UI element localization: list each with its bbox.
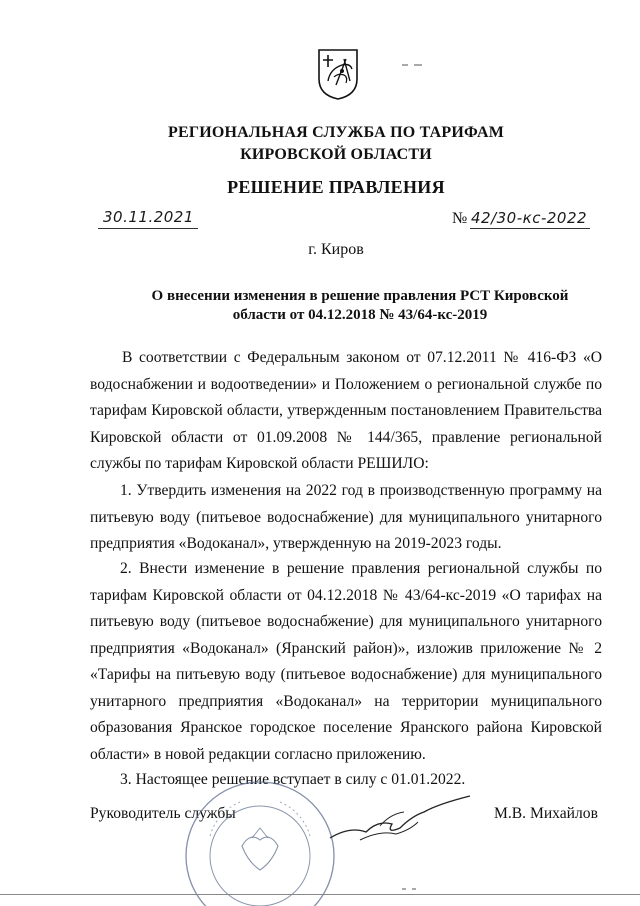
document-date: 30.11.2021: [103, 208, 194, 226]
kirov-region-coat-of-arms-icon: [316, 47, 360, 101]
organization-name-line1: РЕГИОНАЛЬНАЯ СЛУЖБА ПО ТАРИФАМ: [167, 124, 505, 141]
handwritten-signature: [320, 790, 480, 850]
clause-1: 1. Утвердить изменения на 2022 год в производственную программу на питьевую воду (питьевое водоснабжение) для муниципального унитарного предприятия «Водоканал», утвержденную на 2019-2023 годы.: [90, 482, 602, 552]
organization-name-line2: КИРОВСКОЙ ОБЛАСТИ: [240, 146, 432, 163]
page-bottom-edge: [0, 894, 640, 895]
document-title: РЕШЕНИЕ ПРАВЛЕНИЯ: [227, 177, 445, 197]
official-seal-stamp: [180, 766, 340, 906]
scan-speck: [400, 886, 424, 892]
preamble-paragraph: В соответствии с Федеральным законом от 07.12.2011 № 416-ФЗ «О водоснабжении и водоотведении» и Положением о региональной службе по тарифам Кировской области, утвержденным постановлением Правительства Кировской области от 01.09.2008 № 144/365, правление региональной службы по тарифам Кировской области РЕШИЛО:: [90, 349, 602, 472]
number-label: №: [452, 210, 468, 227]
signer-name: М.В. Михайлов: [494, 805, 598, 822]
clause-3: 3. Настоящее решение вступает в силу с 01.01.2022.: [120, 771, 466, 788]
decision-subject: О внесении изменения в решение правления РСТ Кировской области от 04.12.2018 № 43/64-кс-2019: [151, 288, 569, 323]
city: г. Киров: [308, 241, 364, 258]
number-underline: [470, 228, 590, 229]
scan-speck: [400, 62, 424, 68]
clause-2: 2. Внести изменение в решение правления региональной службы по тарифам Кировской области от 04.12.2018 № 43/64-кс-2019 «О тарифах на питьевую воду (питьевое водоснабжение) для муниципального унитарного предприятия «Водоканал» (Яранский район)», изложив приложение № 2 «Тарифы на питьевую воду (питьевое водоснабжение) для муниципального унитарного предприятия «Водоканал» на территории муниципального образования Яранское городское поселение Яранского района Кировской области» в новой редакции согласно приложению.: [90, 560, 602, 763]
document-number: 42/30-кс-2022: [471, 209, 588, 227]
signer-role: Руководитель службы: [90, 805, 236, 822]
date-underline: [98, 228, 198, 229]
